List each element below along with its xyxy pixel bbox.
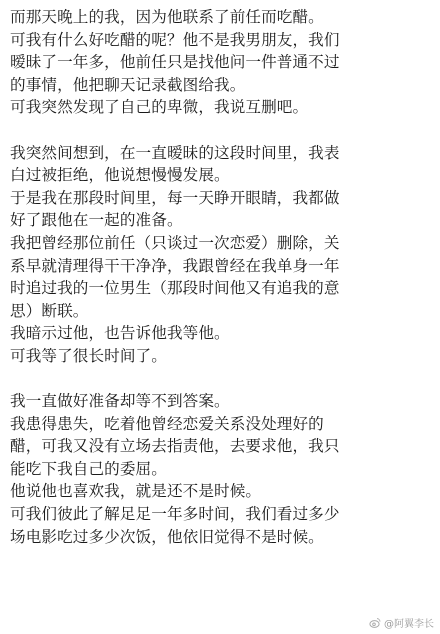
paragraph-1 [10, 6, 432, 119]
text-line: 暧昧了一年多，他前任只是找他问一件普通不过 [10, 53, 340, 72]
text-line: 我一直做好准备却等不到答案。 [10, 392, 230, 411]
text-line: 他说他也喜欢我，就是还不是时候。 [10, 482, 262, 501]
text-line: 时追过我的一位男生（那段时间他又有追我的意 [10, 279, 340, 298]
text-line: 可我等了很长时间了。 [10, 346, 167, 365]
text-line: 我把曾经那位前任（只谈过一次恋爱）删除，关 [10, 233, 340, 252]
text-line: 我患得患失，吃着他曾经恋爱关系没处理好的 [10, 414, 324, 433]
text-line: 可我有什么好吃醋的呢？他不是我男朋友，我们 [10, 30, 340, 49]
text-line: 而那天晚上的我，因为他联系了前任而吃醋。 [10, 8, 324, 26]
text-line: 我突然间想到，在一直暧昧的这段时间里，我表 [10, 143, 340, 162]
article-body [10, 6, 432, 548]
text-line: 好了跟他在一起的准备。 [10, 211, 183, 230]
text-line: 醋，可我又没有立场去指责他，去要求他，我只 [10, 437, 340, 456]
text-line: 白过被拒绝，他说想慢慢发展。 [10, 166, 230, 185]
text-line: 思）断联。 [10, 301, 89, 320]
watermark [369, 615, 434, 630]
text-line: 能吃下我自己的委屈。 [10, 459, 167, 478]
text-line: 的事情，他把聊天记录截图给我。 [10, 75, 246, 94]
paragraph-gap [10, 119, 432, 142]
text-line: 于是我在那段时间里，每一天睁开眼睛，我都做 [10, 188, 340, 207]
text-line: 系早就清理得干干净净，我跟曾经在我单身一年 [10, 256, 340, 275]
text-line: 场电影吃过多少次饭，他依旧觉得不是时候。 [10, 527, 324, 546]
watermark-text: @阿翼李长 [384, 619, 434, 630]
paragraph-gap [10, 368, 432, 391]
text-line: 可我突然发现了自己的卑微，我说互删吧。 [10, 98, 309, 117]
weibo-icon [369, 617, 381, 629]
text-line: 可我们彼此了解足足一年多时间，我们看过多少 [10, 505, 340, 524]
text-line: 我暗示过他，也告诉他我等他。 [10, 324, 230, 343]
paragraph-3 [10, 390, 432, 548]
paragraph-2 [10, 142, 432, 368]
